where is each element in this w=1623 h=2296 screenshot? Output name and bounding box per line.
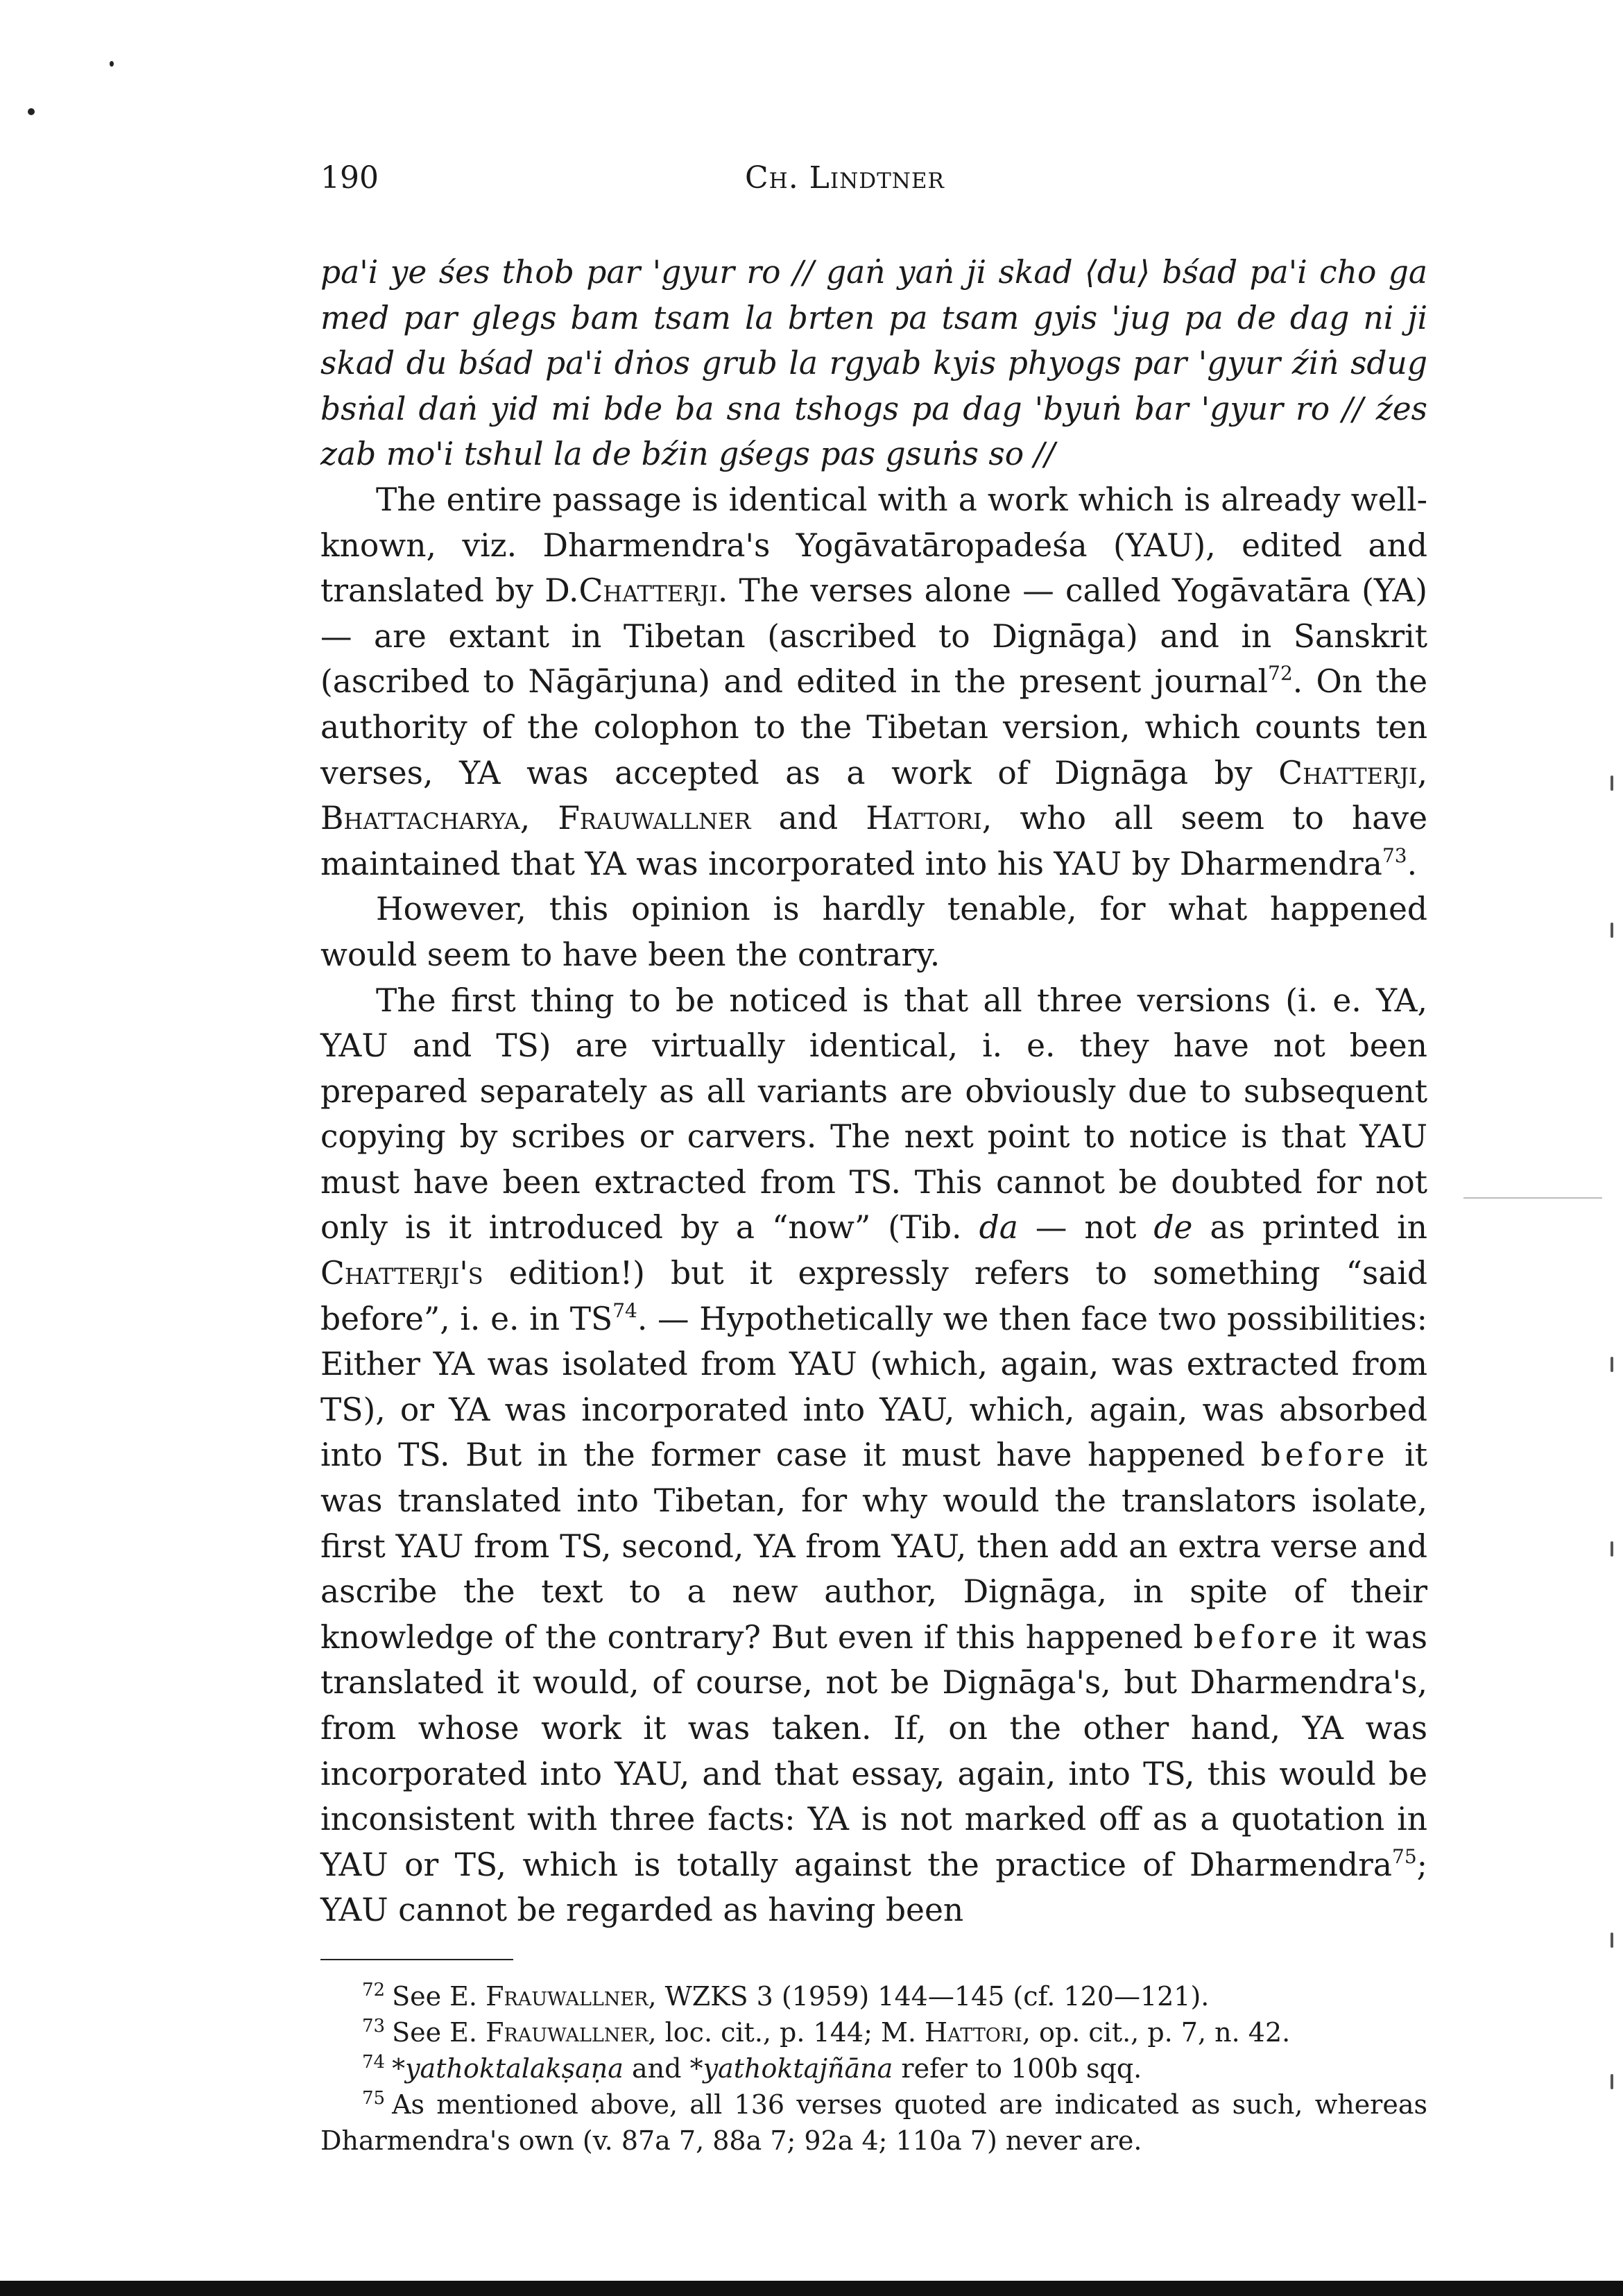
footnote-ref: 73 [1382, 843, 1407, 867]
margin-mark [1611, 776, 1613, 791]
footnote-number: 73 [362, 2016, 386, 2037]
author-name: Frauwallner [486, 1981, 649, 2012]
footnote-number: 74 [362, 2052, 386, 2073]
footnote-ref: 75 [1392, 1844, 1417, 1868]
footnotes [320, 1978, 1427, 2159]
running-header [320, 154, 1430, 203]
footnote-ref: 74 [612, 1299, 637, 1322]
margin-mark [1611, 923, 1613, 938]
paragraph: However, this opinion is hardly tenable, for what happened would seem to have been the contrary. [320, 891, 1427, 973]
author-name: Chatterji [578, 572, 718, 610]
main-text [320, 250, 1427, 1933]
footnote-number: 75 [362, 2088, 386, 2109]
running-head-author: Ch. Lindtner [745, 160, 945, 196]
emphasis: before [1193, 1618, 1322, 1656]
author-name: Chatterji's [320, 1255, 483, 1292]
footnote-number: 72 [362, 1980, 386, 2001]
author-name: Hattori [866, 800, 982, 837]
footnote-rule [320, 1959, 513, 1960]
margin-mark [1611, 1357, 1613, 1372]
emphasis: before [1260, 1437, 1389, 1474]
footnote-74: $^{74}$ *yathoktalakṣaṇa and *yathoktajñāna refer to 100b sqq. [362, 2052, 1142, 2084]
tibetan-word: da [979, 1209, 1018, 1246]
footnote-72: $^{72}$ See E. Frauwallner, WZKS 3 (1959) 144—145 (cf. 120—121). [362, 1980, 1210, 2012]
footnote-ref: 72 [1268, 662, 1293, 685]
author-name: Hattori [925, 2017, 1022, 2048]
margin-mark [1611, 1933, 1613, 1948]
footnote-75: $^{75}$ As mentioned above, all 136 verses quoted are indicated as such, whereas Dharmendra's own (v. 87a 7, 88a 7; 92a 4; 110a 7) never are. [320, 2088, 1427, 2156]
scan-line [1463, 1197, 1602, 1199]
margin-mark [1611, 2074, 1613, 2089]
scan-bottom-edge [0, 2281, 1623, 2296]
tibetan-quotation: pa'i ye śes thob par 'gyur ro // gaṅ yaṅ ji skad ⟨du⟩ bśad pa'i cho ga med par glegs bam tsam la brten pa tsam gyis 'jug pa de dag ni ji skad du bśad pa'i dṅos grub la rgyab kyis phyogs par 'gyur źiṅ sdug bsṅal daṅ yid mi bde ba sna tshogs pa dag 'byuṅ bar 'gyur ro // źes zab mo'i tshul la de bźin gśegs pas gsuṅs so // [320, 254, 1427, 473]
paragraph: The entire passage is identical with a work which is already well-known, viz. Dharmendra's Yogāvatāropadeśa (YAU), edited and translated by D.Chatterji. The verses alone — called Yogāvatāra (YA) — are extant in Tibetan (ascribed to Dignāga) and in Sanskrit (ascribed to Nāgārjuna) and edited in the present journal$^{72}$. On the authority of the colophon to the Tibetan version, which counts ten verses, YA was accepted as a work of Dignāga by Chatterji, Bhattacharya, Frauwallner and Hattori, who all seem to have maintained that YA was incorporated into his YAU by Dharmendra$^{73}$. [320, 481, 1428, 882]
author-name: Frauwallner [486, 2017, 649, 2048]
author-names: Chatterji, Bhattacharya, Frauwallner [320, 754, 1427, 837]
scan-speck [28, 108, 35, 115]
paragraph: The first thing to be noticed is that all three versions (i. e. YA, YAU and TS) are virtually identical, i. e. they have not been prepared separately as all variants are obviously due to subsequent copying by scribes or carvers. The next point to notice is that YAU must have been extracted from TS. This cannot be doubted for not only is it introduced by a “now” (Tib. da — not de as printed in Chatterji's edition!) but it expressly refers to something “said before”, i. e. in TS$^{74}$. — Hypothetically we then face two possibilities: Either YA was isolated from YAU (which, again, was extracted from TS), or YA was incorporated into YAU, which, again, was absorbed into TS. But in the former case it must have happened before it was translated into Tibetan, for why would the translators isolate, first YAU from TS, second, YA from YAU, then add an extra verse and ascribe the text to a new author, Dignāga, in spite of their knowledge of the contrary? But even if this happened before it was translated it would, of course, not be Dignāga's, but Dharmendra's, from whose work it was taken. If, on the other hand, YA was incorporated into YAU, and that essay, again, into TS, this would be inconsistent with three facts: YA is not marked off as a quotation in YAU or TS, which is totally against the practice of Dharmendra$^{75}$; YAU cannot be regarded as having been [320, 982, 1427, 1929]
scan-speck [110, 61, 114, 67]
footnote-73: $^{73}$ See E. Frauwallner, loc. cit., p. 144; M. Hattori, op. cit., p. 7, n. 42. [362, 2016, 1291, 2048]
sanskrit-term: *yathoktalakṣaṇa [392, 2053, 624, 2084]
margin-mark [1611, 1541, 1613, 1557]
page-number: 190 [320, 160, 379, 196]
tibetan-word: de [1153, 1209, 1193, 1246]
sanskrit-term: *yathoktajñāna [689, 2053, 893, 2084]
